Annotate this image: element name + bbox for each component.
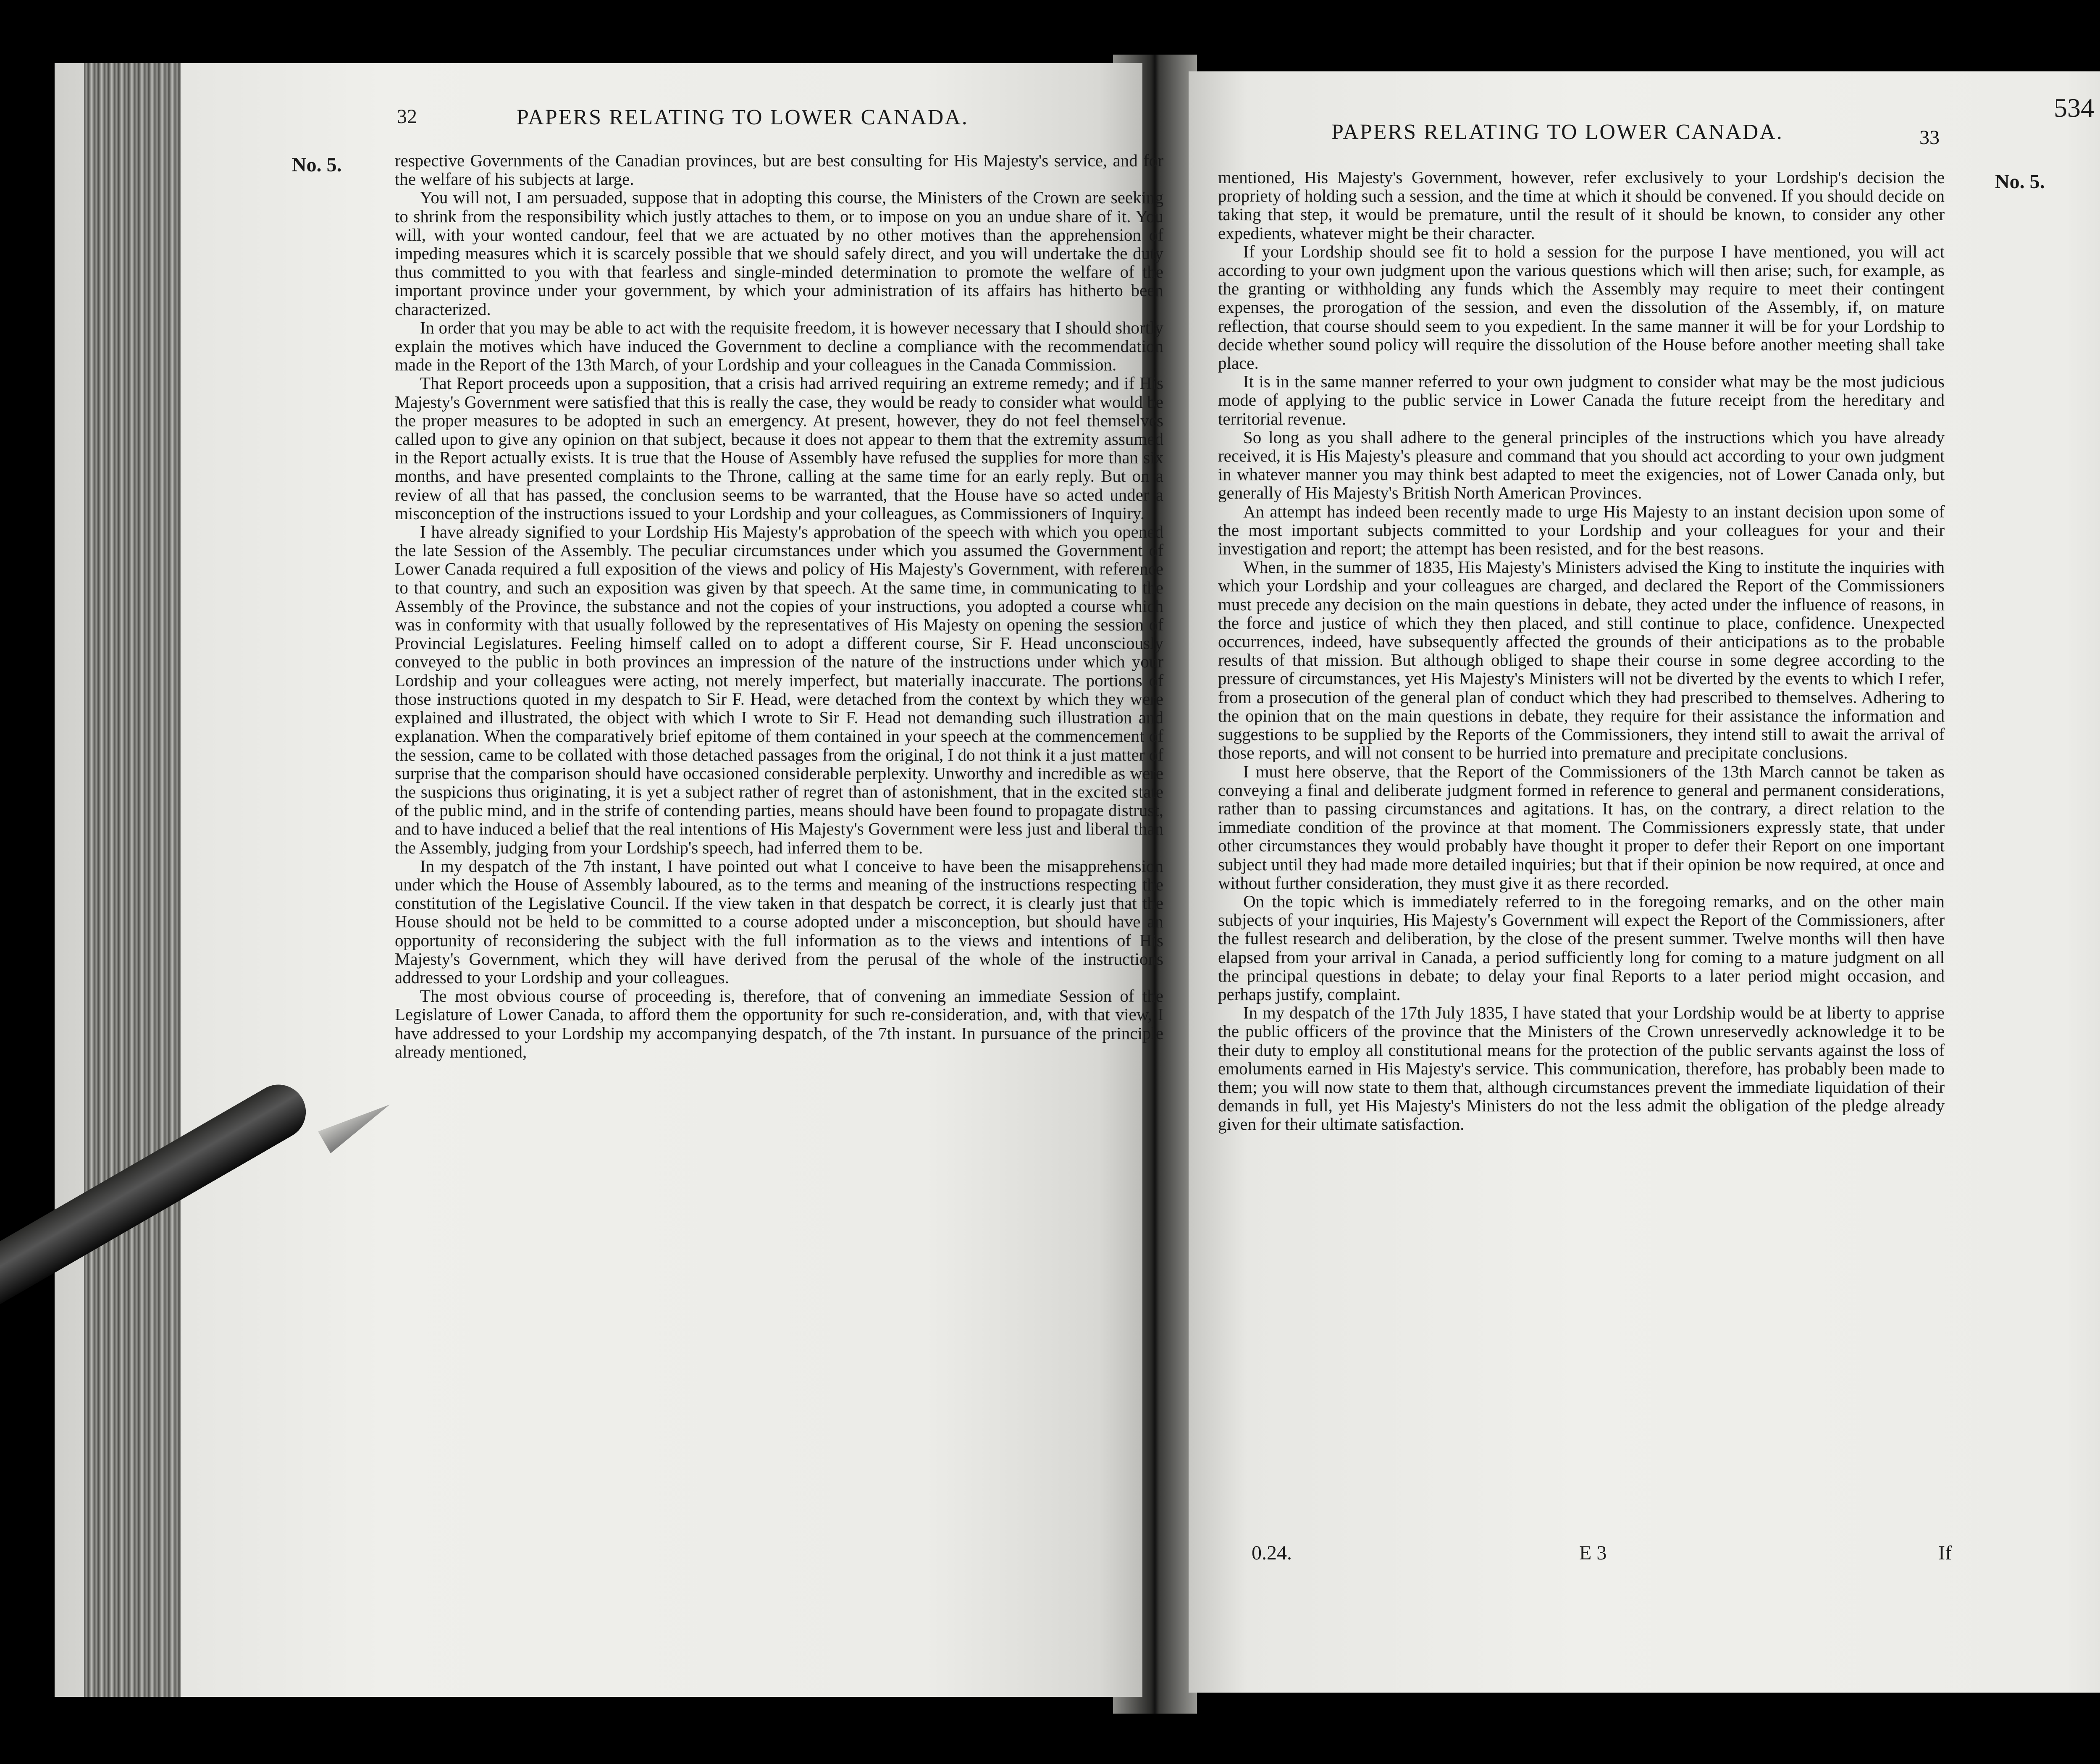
paragraph: The most obvious course of proceeding is, therefore, that of convening an immediate Session of the Legislature of Lower Canada, to afford them the opportunity for such re-consideration, and, with that view, I have addressed to your Lordship my accompanying despatch, of the 7th instant. In pursuance of the principle already mentioned, — [395, 986, 1163, 1061]
footer-catchword: If — [1938, 1542, 1952, 1564]
paragraph: When, in the summer of 1835, His Majesty's Ministers advised the King to institute the inquiries with which your Lordship and your colleagues are charged, and declared the Report of the Commissioners must precede any decision on the main questions in debate, they acted under the influence of reasons, in the force and justice of which they then placed, and still continue to place, confidence. Unexpected occurrences, indeed, have subsequently affected the grounds of their anticipations as to the probable results of that mission. But although obliged to shape their course in some degree according to the pressure of circumstances, yet His Majesty's Ministers will not be diverted by the events to which I refer, from a prosecution of the general plan of conduct which they had prescribed to themselves. Adhering to the opinion that on the main questions in debate, they require for their assistance the information and suggestions to be supplied by the Reports of the Commissioners, they intend still to await the arrival of those reports, and will not consent to be hurried into premature and precipitate conclusions. — [1218, 557, 1945, 763]
paragraph: I must here observe, that the Report of the Commissioners of the 13th March cannot be taken as conveying a final and deliberate judgment formed in reference to general and permanent considerations, rather than to passing circumstances and agitations. It has, on the contrary, a direct relation to the immediate condition of the province at that moment. The Commissioners expressly state, that under other circumstances they would probably have thought it proper to defer their Report on one important subject until they had made more detailed inquiries; but that if their opinion be now required, at once and without further consideration, they must give it as there recorded. — [1218, 761, 1945, 892]
left-page-edges — [84, 63, 181, 1697]
paragraph: So long as you shall adhere to the general principles of the instructions which you have already received, it is His Majesty's pleasure and command that you should act according to your own judgment in whatever manner you may think best adapted to meet the exigencies, not of Lower Canada only, but generally of His Majesty's British North American Provinces. — [1218, 427, 1945, 503]
left-page-header: PAPERS RELATING TO LOWER CANADA. — [517, 105, 969, 129]
paragraph: In order that you may be able to act with the requisite freedom, it is however necessary that I should shortly explain the motives which have induced the Government to decline a compliance with the recommendation made in the Report of the 13th March, of your Lordship and your colleagues in the Canada Commission. — [395, 318, 1163, 375]
paragraph: That Report proceeds upon a supposition, that a crisis had arrived requiring an extreme remedy; and if His Majesty's Government were satisfied that this is really the case, they would be ready to consider what would be the proper measures to be adopted in such an emergency. At present, however, they do not feel themselves called upon to give any opinion on that subject, because it does not appear to them that the extremity assumed in the Report actually exists. It is true that the House of Assembly have refused the supplies for more than six months, and have presented complaints to the Throne, calling at the same time for an early reply. But on a review of all that has passed, the conclusion seems to be warranted, that the House have so acted under a misconception of the instructions issued to your Lordship and your colleagues, as Commissioners of Inquiry. — [395, 373, 1163, 523]
right-page-number: 33 — [1919, 126, 1940, 149]
right-body-text — [1218, 168, 1945, 1134]
right-page — [1189, 71, 2100, 1693]
paragraph: You will not, I am persuaded, suppose that in adopting this course, the Ministers of the Crown are seeking to shrink from the responsibility which justly attaches to them, or to impose on you an undue share of it. You will, with your wonted candour, feel that we are actuated by no other motives than the apprehension of impeding measures which it is scarcely possible that we should safely direct, and you will undertake the duty thus committed to you with that fearless and single-minded determination to promote the welfare of the important province under your government, by which your administration of its affairs has hitherto been characterized. — [395, 188, 1163, 319]
paragraph: In my despatch of the 17th July 1835, I have stated that your Lordship would be at liberty to apprise the public officers of the province that the Ministers of the Crown unreservedly acknowledge it to be their duty to employ all constitutional means for the protection of the public servants against the loss of emoluments earned in His Majesty's service. This communication, therefore, has probably been made to them; you will now state to them that, although circumstances prevent the immediate liquidation of their demands in full, yet His Majesty's Ministers do not the less admit the obligation of the pledge already given for their ultimate satisfaction. — [1218, 1003, 1945, 1134]
paragraph: If your Lordship should see fit to hold a session for the purpose I have mentioned, you will act according to your own judgment upon the various questions which will then arise; such, for example, as the granting or withholding any funds which the Assembly may require to meet their contingent expenses, the prorogation of the session, and even the dissolution of the Assembly, if, on mature reflection, that course should seem to you expedient. In the same manner it will be for your Lordship to decide whether sound policy will require the dissolution of the House before another meeting shall take place. — [1218, 242, 1945, 373]
paragraph: On the topic which is immediately referred to in the foregoing remarks, and on the other main subjects of your inquiries, His Majesty's Government will expect the Report of the Commissioners, after the fullest research and deliberation, by the close of the present summer. Twelve months will then have elapsed from your arrival in Canada, a period sufficiently long for coming to a mature judgment on all the principal questions in debate; to delay your final Reports to a later period might occasion, and perhaps justify, complaint. — [1218, 891, 1945, 1004]
paragraph: In my despatch of the 7th instant, I have pointed out what I conceive to have been the misapprehension under which the House of Assembly laboured, as to the terms and meaning of the instructions respecting the constitution of the Legislative Council. If the view taken in that despatch be correct, it is clearly just that the House should not be held to be committed to a course adopted under a misconception, but should have an opportunity of reconsidering the subject with the full information as to the views and intentions of His Majesty's Government, which they will have derived from the perusal of the whole of the instructions addressed to your Lordship and your colleagues. — [395, 856, 1163, 987]
left-doc-number: No. 5. — [292, 154, 342, 176]
right-page-header: PAPERS RELATING TO LOWER CANADA. — [1331, 120, 1783, 144]
paragraph: respective Governments of the Canadian provinces, but are best consulting for His Majesty's service, and for the welfare of his subjects at large. — [395, 151, 1163, 189]
left-body-text — [395, 151, 1163, 1061]
paragraph: I have already signified to your Lordship His Majesty's approbation of the speech with which you opened the late Session of the Assembly. The peculiar circumstances under which you assumed the Government of Lower Canada required a full exposition of the views and policy of His Majesty's Government, with reference to that country, and such an exposition was given by that speech. At the same time, in communicating to the Assembly of the Province, the substance and not the copies of your instructions, you adopted a course which was in conformity with that usually followed by the representatives of His Majesty on opening the session of Provincial Legislatures. Feeling himself called on to adopt a different course, Sir F. Head unconsciously conveyed to the public in both provinces an impression of the nature of the instructions under which your Lordship and your colleagues were acting, not merely imperfect, but materially inaccurate. The portions of those instructions quoted in my despatch to Sir F. Head, were detached from the context by which they were explained and illustrated, the object with which I wrote to Sir F. Head not demanding such illustration and explanation. When the comparatively brief epitome of them contained in your speech at the commencement of the session, came to be collated with those detached passages from the original, I do not think it a just matter of surprise that the comparison should have occasioned considerable perplexity. Unworthy and incredible as were the suspicions thus originating, it is yet a subject rather of regret than of astonishment, that in the excited state of the public mind, and in the strife of contending parties, means should have been found to propagate distrust, and to have induced a belief that the real intentions of His Majesty's Government were less just and liberal than the Assembly, judging from your Lordship's speech, had inferred them to be. — [395, 522, 1163, 857]
left-page — [55, 63, 1163, 1697]
footer-signature-mark: 0.24. — [1252, 1542, 1292, 1564]
paragraph: It is in the same manner referred to your own judgment to consider what may be the most judicious mode of applying to the public service in Lower Canada the future receipt from the hereditary and territorial revenue. — [1218, 372, 1945, 428]
folio-number: 534 — [2054, 93, 2094, 123]
footer-sheet-mark: E 3 — [1579, 1542, 1607, 1564]
right-doc-number: No. 5. — [1995, 171, 2045, 193]
paragraph: mentioned, His Majesty's Government, however, refer exclusively to your Lordship's decision the propriety of holding such a session, and the time at which it should be convened. If you should decide on taking that step, it would be premature, until the result of it should be known, to consider any other expedients, whatever might be their character. — [1218, 168, 1945, 243]
left-page-number: 32 — [397, 105, 417, 128]
paragraph: An attempt has indeed been recently made to urge His Majesty to an instant decision upon some of the most important subjects committed to your Lordship and your colleagues for your and their investigation and report; the attempt has been resisted, and for the best reasons. — [1218, 501, 1945, 559]
